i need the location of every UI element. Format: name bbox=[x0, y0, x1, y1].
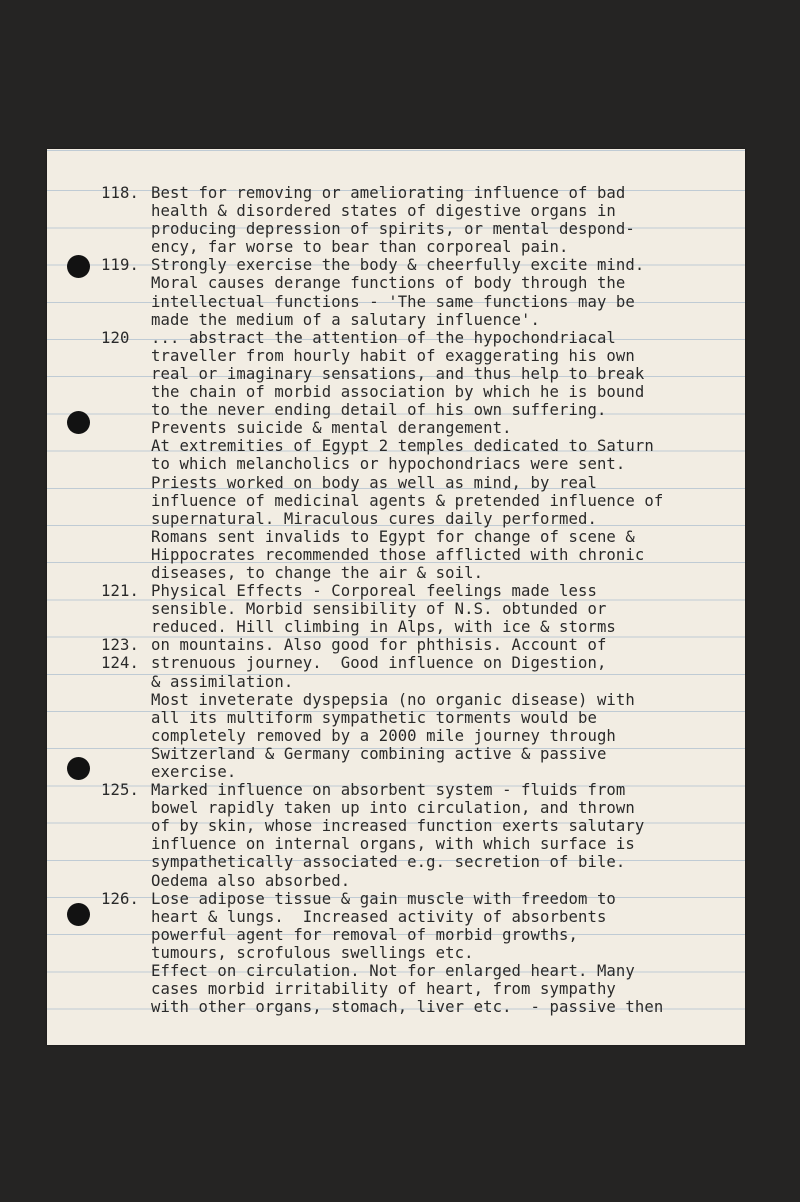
line-text: Moral causes derange functions of body through the bbox=[151, 274, 626, 293]
text-line bbox=[101, 781, 741, 799]
entry-number: 124. bbox=[101, 654, 139, 673]
text-line bbox=[101, 853, 741, 871]
text-line bbox=[101, 618, 741, 636]
text-line bbox=[101, 383, 741, 401]
line-text: Lose adipose tissue & gain muscle with freedom to bbox=[151, 889, 616, 908]
typed-notes bbox=[101, 184, 741, 1016]
text-line bbox=[101, 455, 741, 473]
text-line bbox=[101, 654, 741, 672]
text-line bbox=[101, 636, 741, 654]
text-line bbox=[101, 872, 741, 890]
text-line bbox=[101, 184, 741, 202]
punch-hole bbox=[67, 411, 90, 434]
line-text: health & disordered states of digestive organs in bbox=[151, 202, 616, 221]
line-text: Prevents suicide & mental derangement. bbox=[151, 419, 512, 438]
text-line bbox=[101, 528, 741, 546]
line-text: ency, far worse to bear than corporeal pain. bbox=[151, 238, 569, 257]
entry-number: 120 bbox=[101, 328, 130, 347]
line-text: strenuous journey. Good influence on Digestion, bbox=[151, 654, 607, 673]
line-text: Best for removing or ameliorating influence of bad bbox=[151, 184, 626, 202]
line-text: supernatural. Miraculous cures daily performed. bbox=[151, 509, 597, 528]
text-line bbox=[101, 835, 741, 853]
line-text: reduced. Hill climbing in Alps, with ice & storms bbox=[151, 618, 616, 637]
text-line bbox=[101, 329, 741, 347]
text-line bbox=[101, 492, 741, 510]
line-text: sensible. Morbid sensibility of N.S. obtunded or bbox=[151, 600, 607, 619]
line-text: Marked influence on absorbent system - fluids from bbox=[151, 781, 626, 800]
text-line bbox=[101, 998, 741, 1016]
text-line bbox=[101, 419, 741, 437]
text-line bbox=[101, 564, 741, 582]
entry-number: 121. bbox=[101, 582, 139, 601]
punch-hole bbox=[67, 255, 90, 278]
line-text: influence of medicinal agents & pretended influence of bbox=[151, 491, 664, 510]
line-text: heart & lungs. Increased activity of absorbents bbox=[151, 907, 607, 926]
line-text: producing depression of spirits, or mental despond- bbox=[151, 220, 635, 239]
text-line bbox=[101, 293, 741, 311]
text-line bbox=[101, 347, 741, 365]
text-line bbox=[101, 944, 741, 962]
text-line bbox=[101, 274, 741, 292]
line-text: Strongly exercise the body & cheerfully excite mind. bbox=[151, 256, 645, 275]
line-text: bowel rapidly taken up into circulation, and thrown bbox=[151, 799, 635, 818]
line-text: of by skin, whose increased function exerts salutary bbox=[151, 817, 645, 836]
text-line bbox=[101, 817, 741, 835]
text-line bbox=[101, 799, 741, 817]
text-line bbox=[101, 401, 741, 419]
line-text: Hippocrates recommended those afflicted with chronic bbox=[151, 545, 645, 564]
punch-hole bbox=[67, 903, 90, 926]
line-text: Priests worked on body as well as mind, by real bbox=[151, 473, 597, 492]
line-text: powerful agent for removal of morbid growths, bbox=[151, 925, 578, 944]
line-text: exercise. bbox=[151, 763, 237, 781]
text-line bbox=[101, 311, 741, 329]
punch-hole bbox=[67, 757, 90, 780]
text-line bbox=[101, 510, 741, 528]
text-line bbox=[101, 256, 741, 274]
text-line bbox=[101, 437, 741, 455]
line-text: intellectual functions - 'The same functions may be bbox=[151, 292, 635, 311]
entry-number: 118. bbox=[101, 184, 139, 202]
text-line bbox=[101, 202, 741, 220]
text-line bbox=[101, 890, 741, 908]
text-line bbox=[101, 220, 741, 238]
line-text: traveller from hourly habit of exaggerating his own bbox=[151, 346, 635, 365]
text-line bbox=[101, 691, 741, 709]
text-line bbox=[101, 727, 741, 745]
line-text: Oedema also absorbed. bbox=[151, 871, 351, 890]
text-line bbox=[101, 238, 741, 256]
text-line bbox=[101, 926, 741, 944]
text-line bbox=[101, 745, 741, 763]
text-line bbox=[101, 546, 741, 564]
text-line bbox=[101, 763, 741, 781]
line-text: ... abstract the attention of the hypochondriacal bbox=[151, 328, 616, 347]
line-text: completely removed by a 2000 mile journey through bbox=[151, 726, 616, 745]
line-text: on mountains. Also good for phthisis. Account of bbox=[151, 636, 607, 655]
entry-number: 123. bbox=[101, 636, 139, 655]
line-text: cases morbid irritability of heart, from sympathy bbox=[151, 980, 616, 999]
line-text: Effect on circulation. Not for enlarged heart. Many bbox=[151, 962, 635, 981]
line-text: real or imaginary sensations, and thus help to break bbox=[151, 364, 645, 383]
text-line bbox=[101, 474, 741, 492]
line-text: Physical Effects - Corporeal feelings made less bbox=[151, 582, 597, 601]
line-text: sympathetically associated e.g. secretion of bile. bbox=[151, 853, 626, 872]
text-line bbox=[101, 600, 741, 618]
text-line bbox=[101, 908, 741, 926]
line-text: diseases, to change the air & soil. bbox=[151, 563, 484, 582]
line-text: made the medium of a salutary influence'. bbox=[151, 310, 541, 329]
line-text: the chain of morbid association by which he is bound bbox=[151, 383, 645, 402]
entry-number: 125. bbox=[101, 781, 139, 800]
text-line bbox=[101, 709, 741, 727]
line-text: Most inveterate dyspepsia (no organic disease) with bbox=[151, 690, 635, 709]
line-text: with other organs, stomach, liver etc. - passive then bbox=[151, 998, 664, 1017]
line-text: Switzerland & Germany combining active & passive bbox=[151, 744, 607, 763]
text-line bbox=[101, 365, 741, 383]
line-text: all its multiform sympathetic torments would be bbox=[151, 708, 597, 727]
line-text: Romans sent invalids to Egypt for change of scene & bbox=[151, 527, 635, 546]
entry-number: 119. bbox=[101, 256, 139, 275]
line-text: to which melancholics or hypochondriacs were sent. bbox=[151, 455, 626, 474]
line-text: to the never ending detail of his own suffering. bbox=[151, 401, 607, 420]
line-text: & assimilation. bbox=[151, 672, 294, 691]
line-text: tumours, scrofulous swellings etc. bbox=[151, 943, 474, 962]
text-line bbox=[101, 980, 741, 998]
text-line bbox=[101, 962, 741, 980]
entry-number: 126. bbox=[101, 889, 139, 908]
text-line bbox=[101, 673, 741, 691]
text-line bbox=[101, 582, 741, 600]
line-text: At extremities of Egypt 2 temples dedicated to Saturn bbox=[151, 437, 654, 456]
line-text: influence on internal organs, with which surface is bbox=[151, 835, 635, 854]
index-card bbox=[47, 149, 745, 1045]
